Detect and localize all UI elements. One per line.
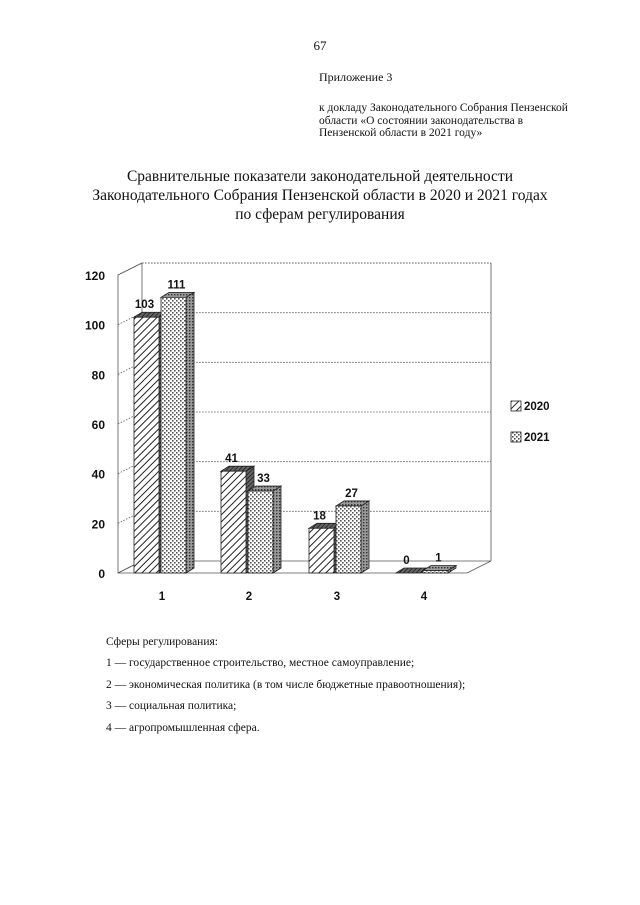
x-tick-label: 4 — [420, 591, 428, 603]
data-label: 27 — [345, 487, 358, 500]
bar-side — [361, 501, 369, 573]
appendix-title: Приложение 3 — [319, 70, 393, 84]
bar-side — [186, 292, 194, 573]
y-tick-label: 0 — [98, 567, 105, 581]
data-label: 1 — [435, 552, 442, 565]
legend-item-4: 4 — агропромышленная сфера. — [106, 721, 260, 734]
bar-front — [309, 528, 334, 573]
chart-title-line-3: по сферам регулирования — [235, 206, 405, 223]
data-label: 33 — [257, 473, 270, 486]
bar-side — [273, 486, 281, 573]
bar-front — [134, 317, 159, 573]
data-label: 103 — [134, 299, 155, 312]
legend-swatch-2021 — [511, 432, 521, 442]
bar — [161, 292, 194, 573]
bar-front — [336, 506, 361, 573]
gridline — [118, 263, 491, 275]
y-tick-label: 120 — [84, 269, 105, 283]
data-label: 41 — [225, 453, 238, 466]
legend-item-3: 3 — социальная политика; — [106, 700, 237, 712]
chart-title-line-1: Сравнительные показатели законодательной деятельности — [126, 168, 514, 185]
legend-heading: Сферы регулирования: — [106, 636, 218, 648]
data-label: 0 — [403, 555, 410, 567]
legend-item-2: 2 — экономическая политика (в том числе бюджетные правоотношения); — [106, 678, 466, 691]
data-label: 111 — [167, 279, 186, 292]
x-tick-label: 1 — [158, 591, 166, 603]
chart-title-line-2: Законодательного Собрания Пензенской области в 2020 и 2021 годах — [92, 187, 548, 204]
legend-label-2021: 2021 — [524, 432, 550, 444]
bar-front — [221, 471, 246, 573]
x-tick-label: 3 — [333, 591, 341, 603]
bar — [248, 486, 281, 573]
y-tick-label: 80 — [91, 368, 105, 383]
bar-front — [161, 297, 186, 573]
bar — [336, 501, 369, 573]
x-tick-label: 2 — [245, 591, 253, 603]
legend-swatch-2020 — [511, 401, 521, 411]
data-label: 18 — [313, 510, 326, 523]
page-number: 67 — [313, 38, 327, 53]
bar-front — [248, 491, 273, 573]
legend-item-1: 1 — государственное строительство, местное самоуправление; — [106, 657, 415, 669]
appendix-caption: к докладу Законодательного Собрания Пензенской области «О состоянии законодательства в Пензенской области в 2021 году» — [319, 102, 568, 139]
y-tick-label: 40 — [91, 467, 105, 482]
chart-bars — [134, 292, 456, 573]
bar-front — [423, 571, 448, 573]
legend-label-2020: 2020 — [524, 401, 550, 413]
chart-legend — [511, 401, 550, 444]
y-tick-label: 100 — [84, 318, 105, 333]
y-tick-label: 20 — [91, 517, 105, 532]
y-tick-label: 60 — [91, 418, 105, 432]
legend-section — [106, 636, 465, 743]
